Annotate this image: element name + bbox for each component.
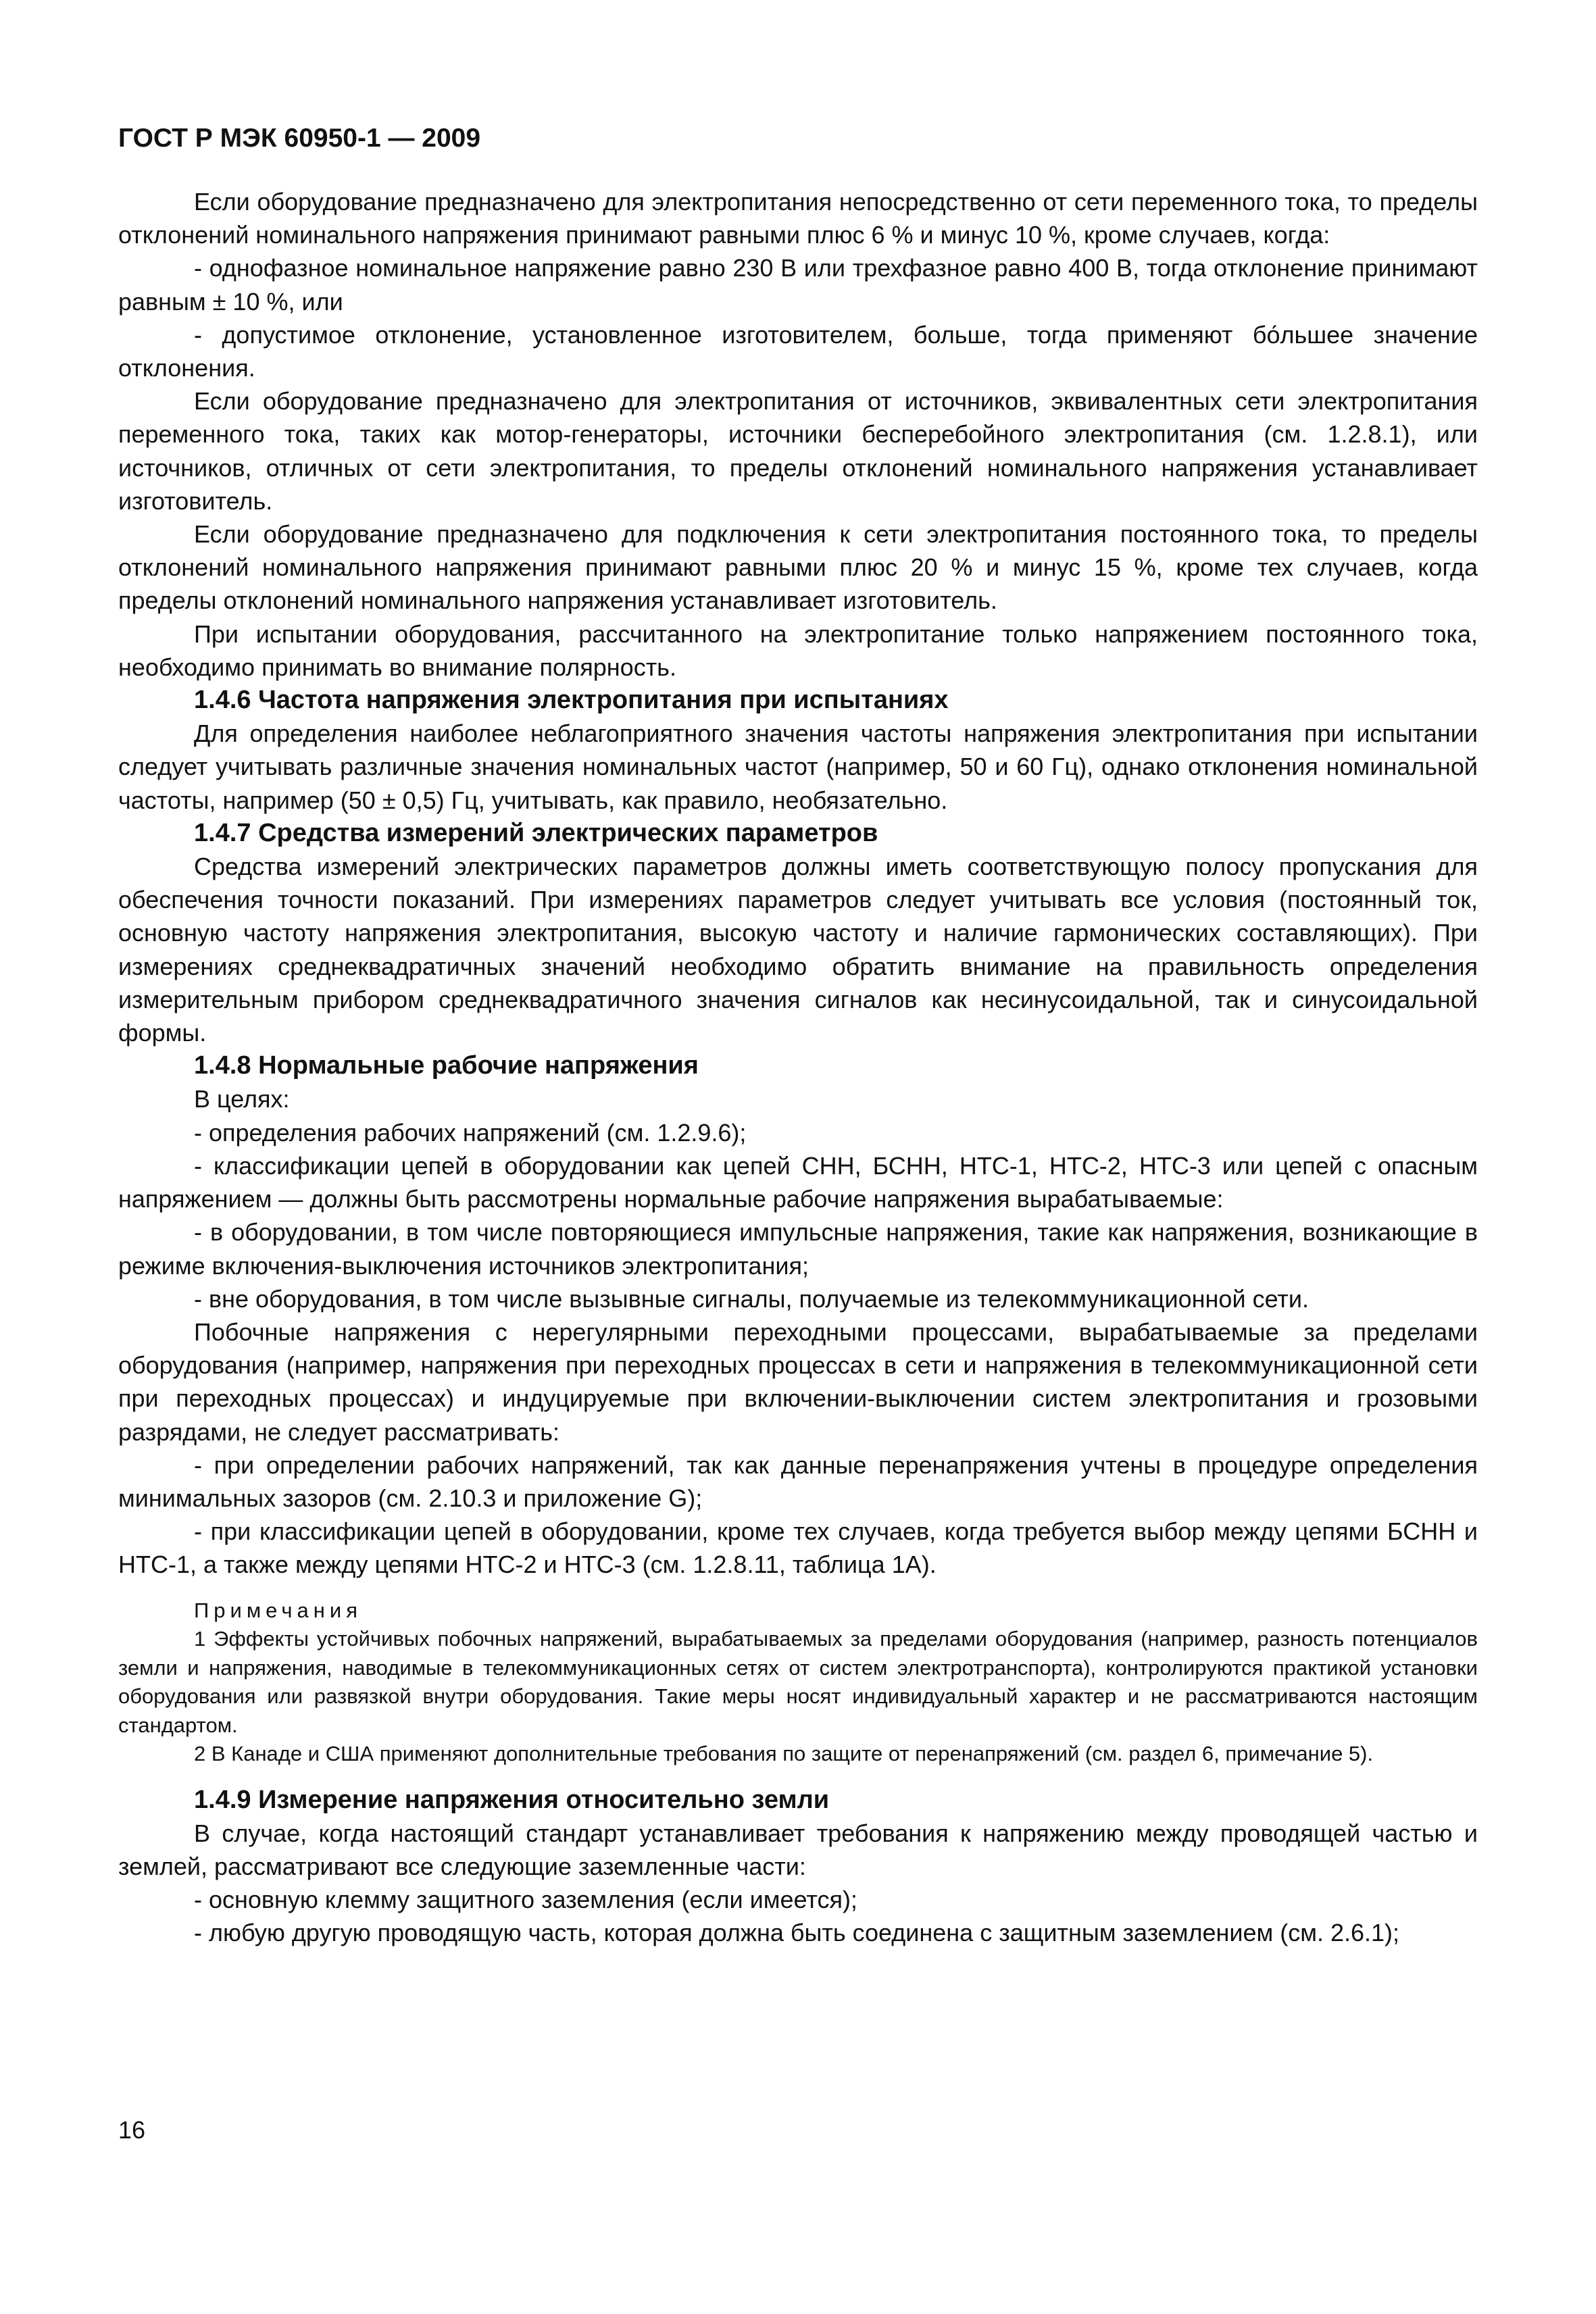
paragraph: В целях: bbox=[194, 1085, 290, 1113]
paragraph: - в оборудовании, в том числе повторяющиеся импульсные напряжения, такие как напряжения, возникающие в режиме включения-выключения источников электропитания; bbox=[118, 1218, 1478, 1280]
section-heading: 1.4.9 Измерение напряжения относительно земли bbox=[194, 1785, 830, 1814]
paragraph: Если оборудование предназначено для электропитания непосредственно от сети переменного тока, то пределы отклонений номинального напряжения принимают равными плюс 6 % и минус 10 %, кроме случаев, когда: bbox=[118, 188, 1478, 249]
document-page bbox=[118, 122, 1478, 1950]
document-header: ГОСТ Р МЭК 60950-1 — 2009 bbox=[118, 124, 481, 153]
notes-title: Примечания bbox=[194, 1598, 362, 1622]
paragraph: Для определения наиболее неблагоприятного значения частоты напряжения электропитания при испытании следует учитывать различные значения номинальных частот (например, 50 и 60 Гц), однако отклонения номинальной частоты, например (50 ± 0,5) Гц, учитывать, как правило, необязательно. bbox=[118, 720, 1478, 814]
paragraph: Если оборудование предназначено для подключения к сети электропитания постоянного тока, то пределы отклонений номинального напряжения принимают равными плюс 20 % и минус 15 %, кроме тех случаев, когда пределы отклонений номинального напряжения устанавливает изготовитель. bbox=[118, 520, 1478, 615]
paragraph: - определения рабочих напряжений (см. 1.2.9.6); bbox=[194, 1118, 747, 1147]
paragraph: - вне оборудования, в том числе вызывные сигналы, получаемые из телекоммуникационной сети. bbox=[194, 1284, 1309, 1313]
paragraph: При испытании оборудования, рассчитанного на электропитание только напряжением постоянного тока, необходимо принимать во внимание полярность. bbox=[118, 620, 1478, 681]
paragraph: Побочные напряжения с нерегулярными переходными процессами, вырабатываемые за пределами оборудования (например, напряжения при переходных процессах в сети и напряжения в телекоммуникационной сети при переходных процессах) и индуцируемые при включении-выключении систем электропитания и грозовыми разрядами, не следует рассматривать: bbox=[118, 1317, 1478, 1446]
note-item: 1 Эффекты устойчивых побочных напряжений, вырабатываемых за пределами оборудования (например, разность потенциалов земли и напряжения, наводимые в телекоммуникационных сетях от систем электротранспорта), контролируются практикой установки оборудования или развязкой внутри оборудования. Такие меры носят индивидуальный характер и не рассматриваются настоящим стандартом. bbox=[118, 1627, 1478, 1737]
paragraph: - при классификации цепей в оборудовании, кроме тех случаев, когда требуется выбор между цепями БСНН и НТС-1, а также между цепями НТС-2 и НТС-3 (см. 1.2.8.11, таблица 1А). bbox=[118, 1517, 1478, 1579]
section-heading: 1.4.8 Нормальные рабочие напряжения bbox=[194, 1051, 699, 1080]
notes-block bbox=[118, 1596, 1478, 1769]
paragraph: Средства измерений электрических параметров должны иметь соответствующую полосу пропускания для обеспечения точности показаний. При измерениях параметров следует учитывать все условия (постоянный ток, основную частоту напряжения электропитания, высокую частоту и наличие гармонических составляющих). При измерениях среднеквадратичных значений необходимо обратить внимание на правильность определения измерительным прибором среднеквадратичного значения сигналов как несинусоидальной, так и синусоидальной формы. bbox=[118, 853, 1478, 1047]
paragraph: - при определении рабочих напряжений, так как данные перенапряжения учтены в процедуре определения минимальных зазоров (см. 2.10.3 и приложение G); bbox=[118, 1451, 1478, 1512]
paragraph: В случае, когда настоящий стандарт устанавливает требования к напряжению между проводящей частью и землей, рассматривают все следующие заземленные части: bbox=[118, 1819, 1478, 1880]
document-body bbox=[118, 185, 1478, 1950]
paragraph: - классификации цепей в оборудовании как цепей СНН, БСНН, НТС-1, НТС-2, НТС-3 или цепей с опасным напряжением — должны быть рассмотрены нормальные рабочие напряжения вырабатываемые: bbox=[118, 1151, 1478, 1213]
paragraph: Если оборудование предназначено для электропитания от источников, эквивалентных сети электропитания переменного тока, таких как мотор-генераторы, источники бесперебойного электропитания (см. 1.2.8.1), или источников, отличных от сети электропитания, то пределы отклонений номинального напряжения устанавливает изготовитель. bbox=[118, 387, 1478, 515]
paragraph: - основную клемму защитного заземления (если имеется); bbox=[194, 1886, 857, 1914]
paragraph: - однофазное номинальное напряжение равно 230 В или трехфазное равно 400 В, тогда отклонение принимают равным ± 10 %, или bbox=[118, 254, 1478, 316]
section-heading: 1.4.7 Средства измерений электрических параметров bbox=[194, 818, 878, 847]
note-item: 2 В Канаде и США применяют дополнительные требования по защите от перенапряжений (см. раздел 6, примечание 5). bbox=[194, 1742, 1374, 1766]
section-heading: 1.4.6 Частота напряжения электропитания при испытаниях bbox=[194, 686, 949, 715]
paragraph: - любую другую проводящую часть, которая должна быть соединена с защитным заземлением (см. 2.6.1); bbox=[194, 1919, 1400, 1947]
page-number: 16 bbox=[118, 2116, 146, 2144]
paragraph: - допустимое отклонение, установленное изготовителем, больше, тогда применяют бо́льшее значение отклонения. bbox=[118, 320, 1478, 382]
